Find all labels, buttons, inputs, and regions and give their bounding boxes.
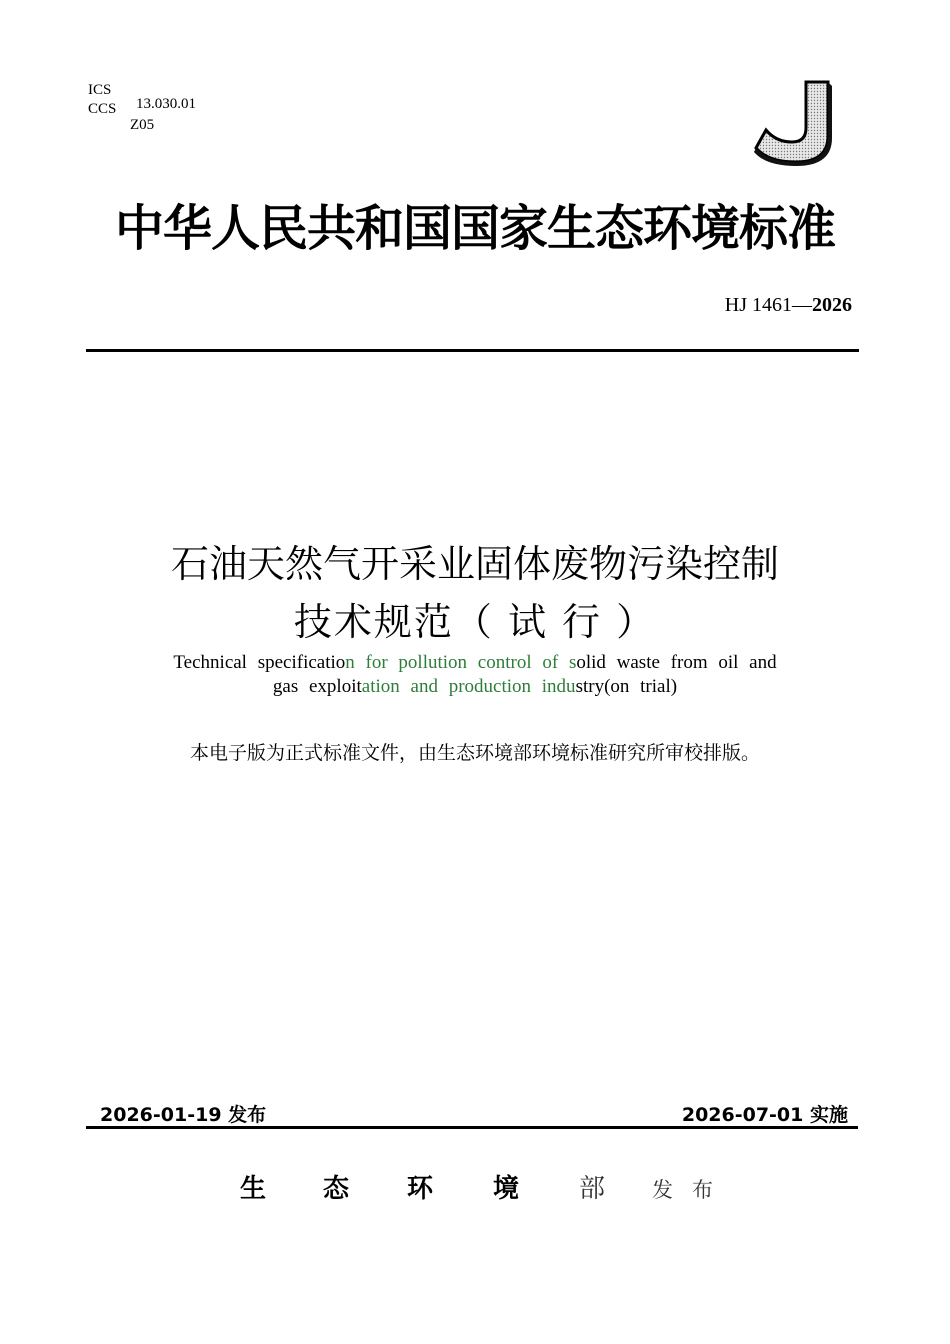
publish-action-char: 发 — [652, 1178, 673, 1202]
document-title-en-line1 — [0, 652, 950, 674]
publisher-char: 部 — [579, 1174, 606, 1204]
standard-number-year: 2026 — [812, 294, 852, 316]
publish-action-char: 布 — [692, 1178, 713, 1202]
issue-date: 2026-01-19 发布 — [100, 1104, 267, 1126]
page-title: 中华人民共和国国家生态环境标准 — [114, 200, 835, 257]
standard-number — [725, 294, 852, 317]
ics-label: ICS — [88, 82, 112, 98]
en-title-highlight: n for pollution control of s — [345, 652, 577, 673]
implementation-date: 2026-07-01 实施 — [681, 1104, 848, 1126]
electronic-edition-notice: 本电子版为正式标准文件，由生态环境部环境标准研究所审校排版。 — [189, 742, 760, 764]
publisher-char: 境 — [493, 1174, 520, 1204]
footer-divider — [86, 1126, 858, 1129]
en-title-fragment: stry(on trial) — [575, 676, 678, 697]
ics-code: 13.030.01 — [136, 96, 196, 112]
header-divider — [86, 349, 859, 352]
j-logo-icon — [750, 78, 834, 166]
document-title-zh-line2: 技术规范（ 试 行 ） — [293, 600, 657, 644]
document-title-en-line2 — [0, 676, 950, 698]
en-title-fragment: Technical specificatio — [173, 652, 346, 673]
document-title-zh-line1: 石油天然气开采业固体废物污染控制 — [170, 542, 779, 586]
standard-number-prefix: HJ 1461— — [724, 294, 812, 316]
publisher-char: 态 — [323, 1174, 350, 1204]
en-title-fragment: gas exploit — [272, 676, 362, 697]
en-title-highlight: ation and production indu — [361, 676, 576, 697]
ccs-label: CCS — [88, 101, 117, 117]
publisher-char: 生 — [240, 1174, 267, 1204]
standard-category-j-logo — [750, 78, 834, 166]
publisher-char: 环 — [407, 1174, 434, 1204]
en-title-fragment: olid waste from oil and — [576, 652, 777, 673]
ccs-code: Z05 — [130, 117, 155, 133]
